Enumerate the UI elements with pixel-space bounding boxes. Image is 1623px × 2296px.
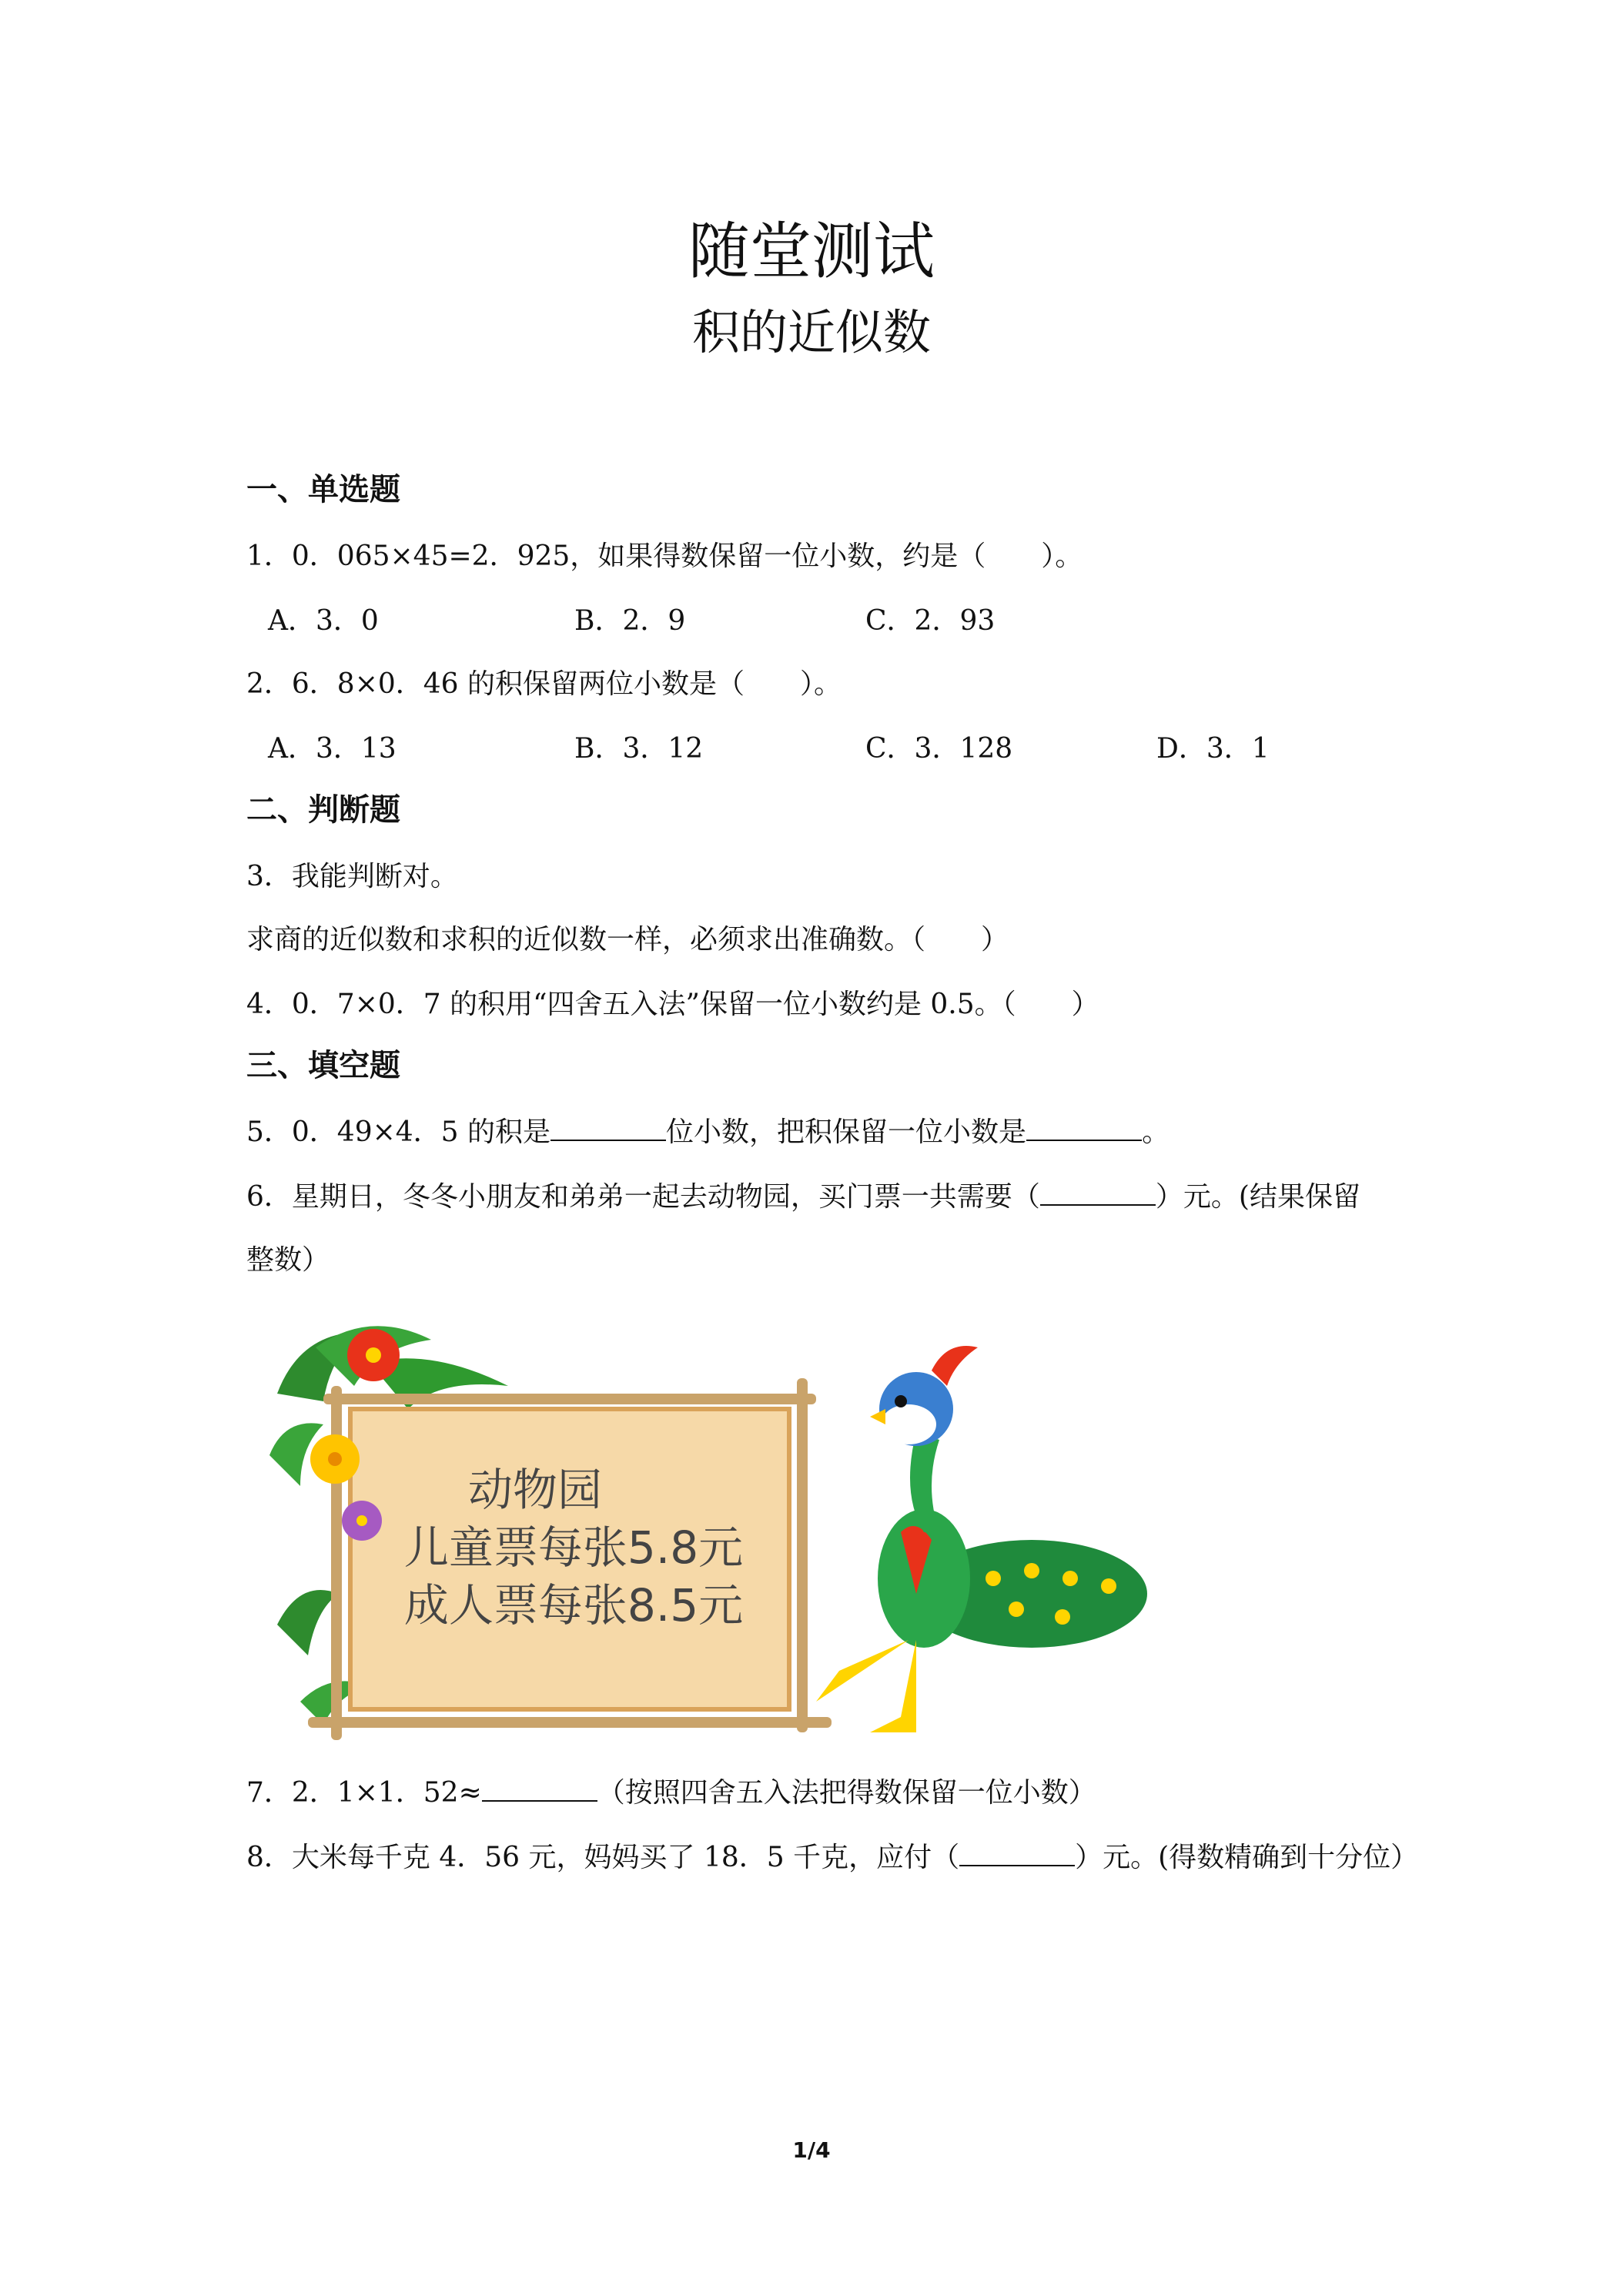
q5-text-a: 5．0．49×4．5 的积是 <box>246 1116 551 1148</box>
q5-blank-2[interactable] <box>1026 1113 1142 1141</box>
q8-text-b: ）元。(得数精确到十分位） <box>1075 1842 1419 1873</box>
q5-text-b: 位小数，把积保留一位小数是 <box>666 1116 1027 1148</box>
q7-blank[interactable] <box>482 1774 597 1802</box>
question-8 <box>246 1836 1418 1875</box>
q5-text-c: 。 <box>1142 1116 1170 1148</box>
q7-text-b: （按照四舍五入法把得数保留一位小数） <box>597 1777 1096 1809</box>
q6-text-a: 6．星期日，冬冬小朋友和弟弟一起去动物园，买门票一共需要（ <box>246 1181 1040 1213</box>
q2-option-a: A．3．13 <box>268 733 397 765</box>
page-subtitle: 积的近似数 <box>691 304 931 360</box>
question-2: 2．6．8×0．46 的积保留两位小数是（ ）。 <box>246 668 842 700</box>
sign-line-1: 动物园 <box>467 1464 603 1516</box>
question-5 <box>246 1110 1170 1150</box>
q8-text-a: 8．大米每千克 4．56 元，妈妈买了 18．5 千克，应付（ <box>246 1842 960 1873</box>
question-6 <box>246 1175 1360 1214</box>
section-heading-fill-in: 三、填空题 <box>246 1048 400 1083</box>
page-title: 随堂测试 <box>688 216 935 287</box>
page-number: 1/4 <box>792 2137 831 2163</box>
question-3: 3．我能判断对。 <box>246 861 458 892</box>
q2-option-c: C．3．128 <box>865 733 1013 765</box>
question-3-statement: 求商的近似数和求积的近似数一样，必须求出准确数。（ ） <box>246 924 1009 956</box>
question-7 <box>246 1771 1096 1810</box>
q2-option-d: D．3．1 <box>1156 733 1270 765</box>
q5-blank-1[interactable] <box>550 1113 666 1141</box>
question-6-continued: 整数） <box>246 1244 330 1276</box>
q1-option-a: A．3．0 <box>268 605 379 637</box>
question-1: 1．0．065×45=2．925，如果得数保留一位小数，约是（ ）。 <box>246 541 1083 572</box>
sign-line-2: 儿童票每张5.8元 <box>403 1521 744 1574</box>
q1-option-b: B．2．9 <box>574 605 686 637</box>
q6-blank[interactable] <box>1040 1178 1156 1206</box>
q7-text-a: 7．2．1×1．52≈ <box>246 1777 482 1809</box>
section-heading-single-choice: 一、单选题 <box>246 472 400 507</box>
q8-blank[interactable] <box>959 1839 1075 1866</box>
q1-option-c: C．2．93 <box>865 605 996 637</box>
sign-line-3: 成人票每张8.5元 <box>403 1579 744 1632</box>
q2-option-b: B．3．12 <box>574 733 704 765</box>
q6-text-b: ）元。(结果保留 <box>1155 1181 1360 1213</box>
zoo-sign-illustration <box>254 1301 1178 1748</box>
question-4: 4．0．7×0．7 的积用“四舍五入法”保留一位小数约是 0.5。（ ） <box>246 989 1099 1020</box>
section-heading-judgement: 二、判断题 <box>246 792 400 828</box>
peacock-icon <box>816 1346 1147 1732</box>
